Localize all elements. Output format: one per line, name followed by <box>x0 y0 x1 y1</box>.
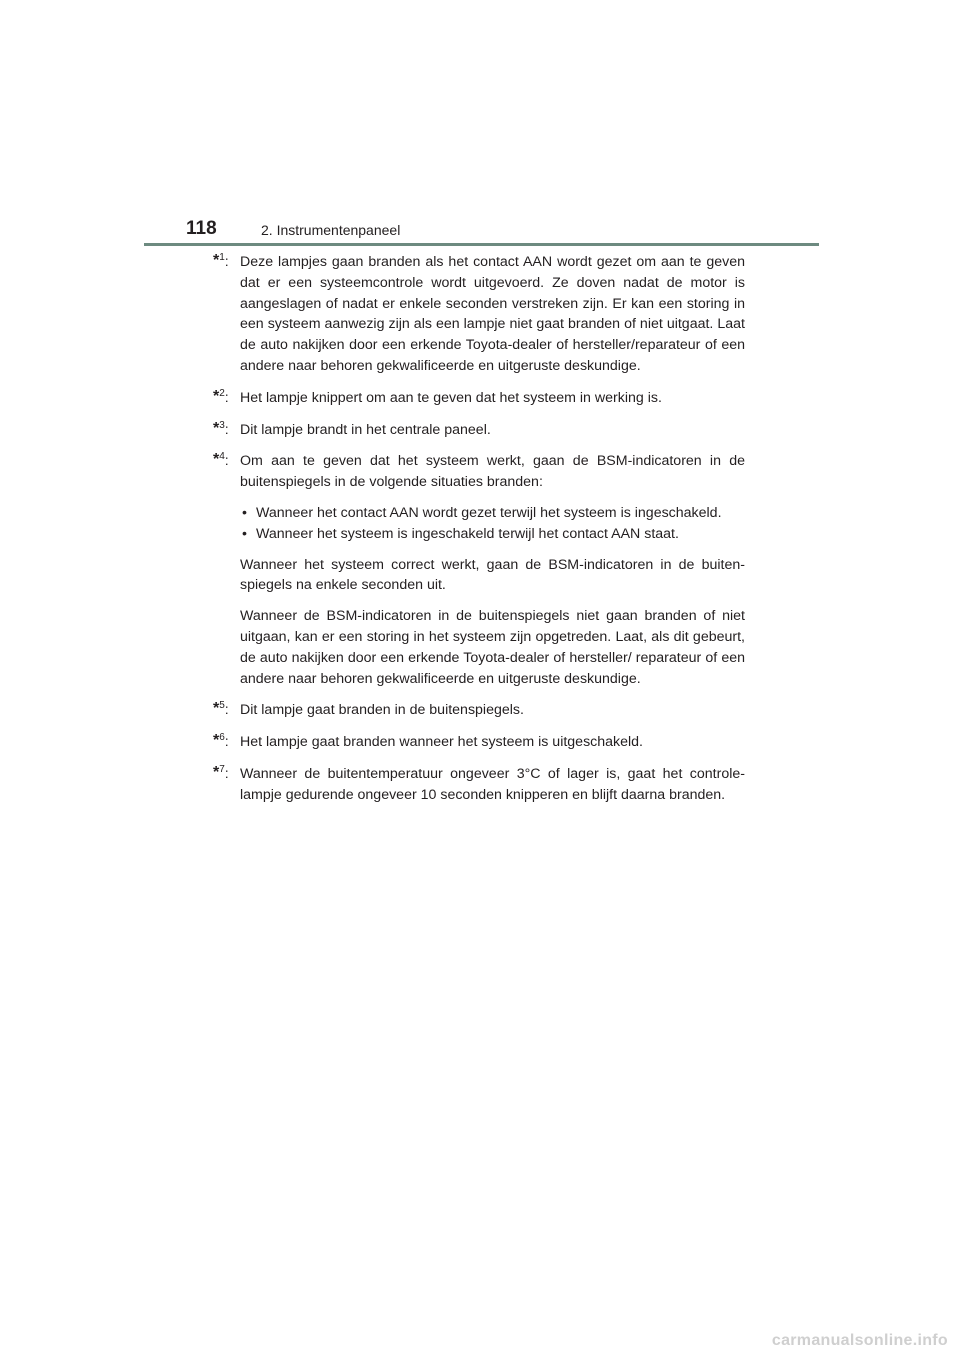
footnote-3 <box>213 420 745 441</box>
header-divider <box>144 243 819 246</box>
footnote-marker: *$^7$: <box>213 763 229 782</box>
footnote-paragraph: Wanneer het systeem correct werkt, gaan de BSM-indicatoren in de buitenspiegels na enkele seconden uit. <box>240 556 745 594</box>
footnote-marker: *$^3$: <box>213 419 229 438</box>
footnote-marker: *$^5$: <box>213 700 229 719</box>
footnote-1 <box>213 252 745 377</box>
footnote-text: Wanneer de buitentemperatuur ongeveer 3°C of lager is, gaat het controlelampje gedurende ongeveer 10 seconden knipperen en blijft daarna branden. <box>240 765 745 803</box>
watermark: carmanualsonline.info <box>771 1332 948 1349</box>
footnote-text: Dit lampje brandt in het centrale paneel. <box>240 421 491 438</box>
footnote-5 <box>213 700 745 721</box>
footnote-2 <box>213 388 745 409</box>
footnote-7 <box>213 764 745 806</box>
bullet-list <box>240 503 745 545</box>
footnote-marker: *$^1$: <box>213 252 229 270</box>
footnote-marker: *$^2$: <box>213 387 229 406</box>
footnote-text: Deze lampjes gaan branden als het contact AAN wordt gezet om aan te geven dat er een systeemcontrole wordt uitgevoerd. Ze doven nadat de motor is aangeslagen of nadat er enkele seconden verstreken zijn. Er kan een storing in een systeem aanwezig zijn als een lampje niet gaat branden of niet uitgaat. Laat de auto nakijken door een erkende Toyota-dealer of hersteller/reparateur of een andere naar behoren gekwalificeerde en uitgeruste deskundige. <box>240 254 745 374</box>
footnote-6 <box>213 732 745 753</box>
footnote-paragraph: Wanneer de BSM-indicatoren in de buitenspiegels niet gaan branden of niet uitgaan, kan er een storing in het systeem zijn opgetreden. Laat, als dit gebeurt, de auto nakijken door een erkende Toyota-dealer of hersteller/ reparateur of een andere naar behoren gekwalificeerde en uitgeruste deskundige. <box>240 608 745 687</box>
footnote-text: Om aan te geven dat het systeem werkt, gaan de BSM-indicatoren in de buitenspiegels in de volgende situaties branden: <box>240 453 745 491</box>
footnote-4 <box>213 451 745 689</box>
footnote-text: Dit lampje gaat branden in de buitenspiegels. <box>240 702 524 719</box>
footnote-marker: *$^6$: <box>213 732 229 751</box>
list-item: • Wanneer het contact AAN wordt gezet terwijl het systeem is ingeschakeld. <box>240 503 745 524</box>
footnote-text: Het lampje gaat branden wanneer het systeem is uitgeschakeld. <box>240 734 643 751</box>
footnote-text: Het lampje knippert om aan te geven dat het systeem in werking is. <box>240 389 662 406</box>
list-item: • Wanneer het systeem is ingeschakeld terwijl het contact AAN staat. <box>240 524 745 545</box>
chapter-title: 2. Instrumentenpaneel <box>261 222 401 238</box>
bullet-icon: • <box>242 525 247 542</box>
page-number: 118 <box>186 218 217 239</box>
footnote-marker: *$^4$: <box>213 451 229 470</box>
footnotes-section <box>213 252 745 817</box>
bullet-icon: • <box>242 504 247 521</box>
